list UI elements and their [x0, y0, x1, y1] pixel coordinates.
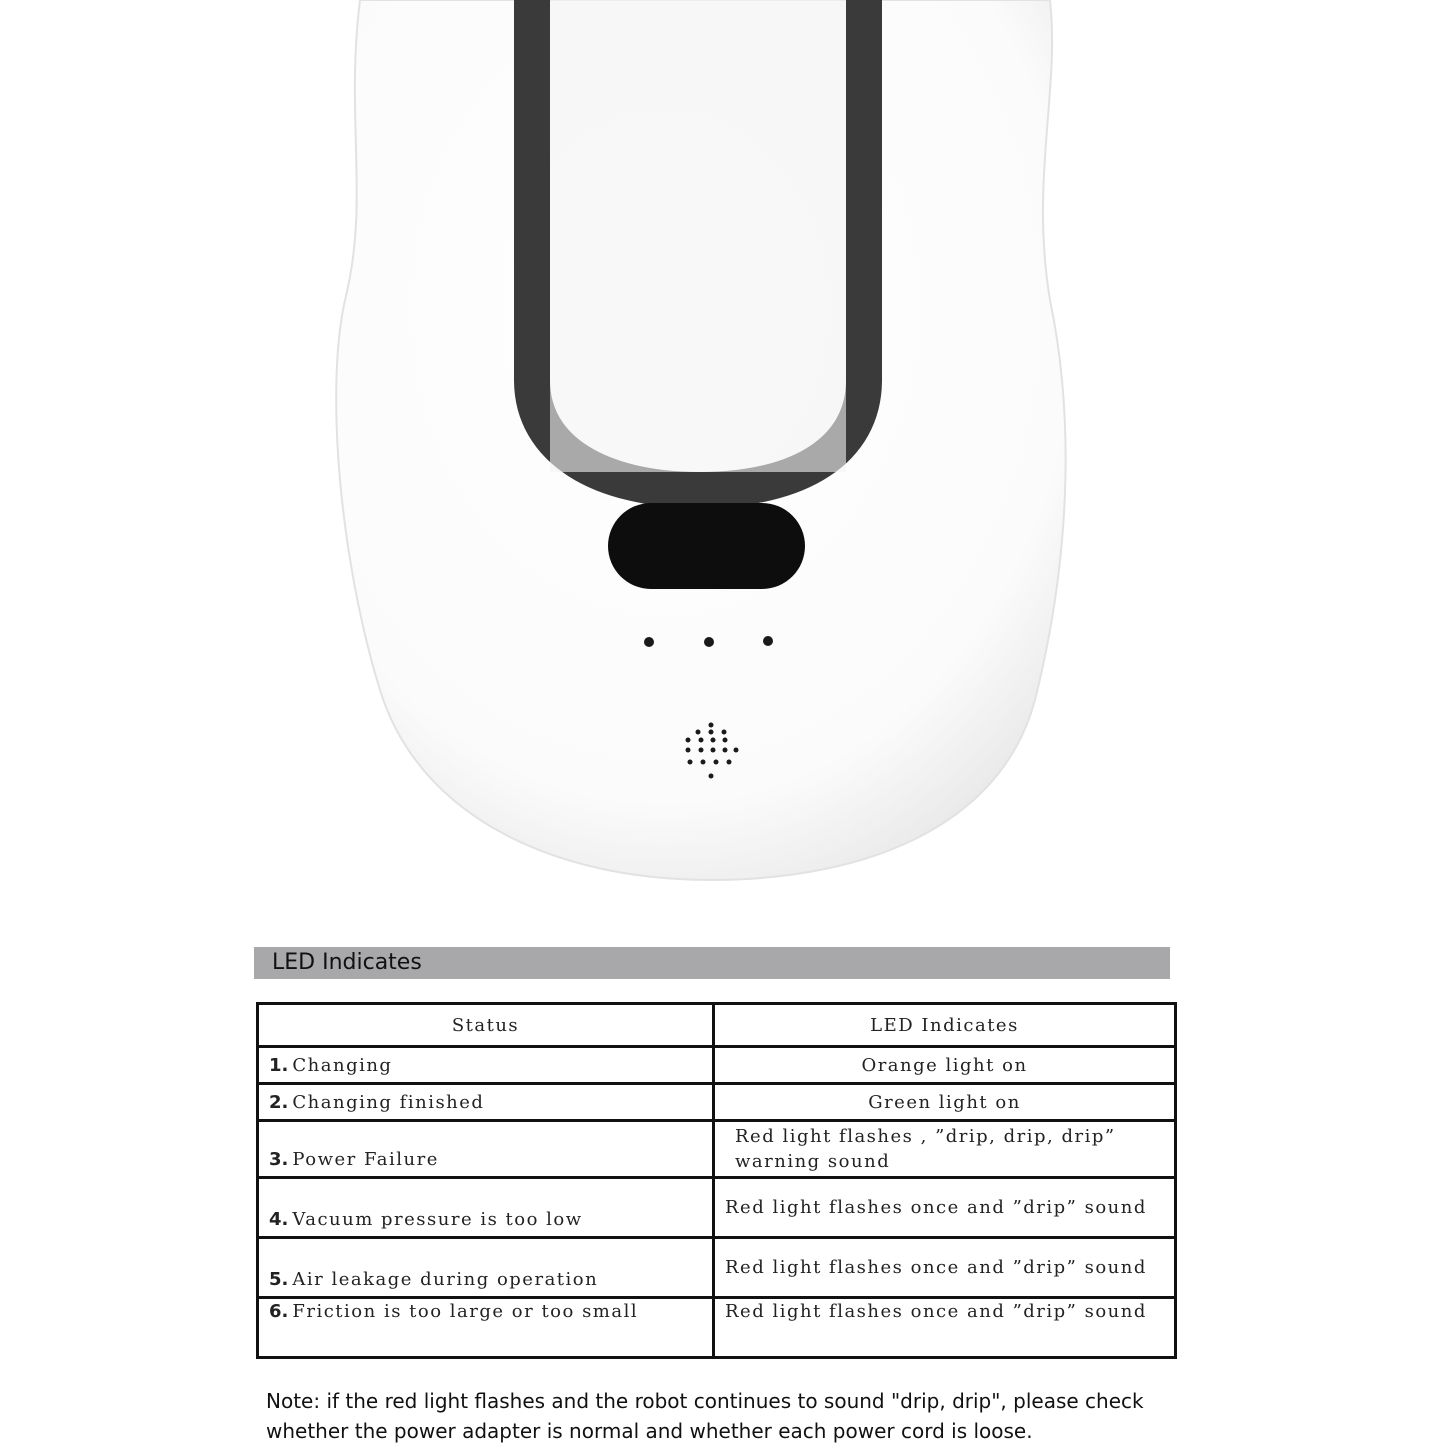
led-cell: Red light flashes , ”drip, drip, drip” warning sound — [714, 1121, 1176, 1178]
status-text: Changing finished — [292, 1091, 485, 1113]
column-header-status: Status — [258, 1004, 714, 1047]
indicator-light-3 — [763, 636, 773, 646]
table-header-row — [258, 1004, 1176, 1047]
table-row — [258, 1238, 1176, 1298]
status-cell — [258, 1178, 714, 1238]
status-text: Vacuum pressure is too low — [292, 1209, 583, 1230]
row-number: 3. — [269, 1149, 289, 1170]
table-row — [258, 1298, 1176, 1358]
indicator-light-1 — [644, 637, 654, 647]
column-header-led: LED Indicates — [714, 1004, 1176, 1047]
table-row — [258, 1084, 1176, 1121]
table-row — [258, 1121, 1176, 1178]
row-number: 4. — [269, 1209, 289, 1230]
status-text: Power Failure — [292, 1149, 439, 1170]
handle-inner-panel — [550, 0, 846, 472]
status-text: Friction is too large or too small — [292, 1301, 639, 1322]
led-cell: Red light flashes once and ”drip” sound — [714, 1178, 1176, 1238]
status-cell — [258, 1047, 714, 1084]
status-text: Air leakage during operation — [292, 1269, 599, 1290]
note-text: Note: if the red light flashes and the robot continues to sound "drip, drip", please check whether the power adapter is normal and whether each power cord is loose. — [266, 1389, 1144, 1443]
row-number: 6. — [269, 1301, 289, 1322]
row-number: 5. — [269, 1269, 289, 1290]
led-cell: Green light on — [714, 1084, 1176, 1121]
table-row — [258, 1178, 1176, 1238]
status-cell — [258, 1121, 714, 1178]
status-cell — [258, 1084, 714, 1121]
led-cell: Red light flashes once and ”drip” sound — [714, 1298, 1176, 1358]
table-row — [258, 1047, 1176, 1084]
row-number: 2. — [269, 1091, 289, 1113]
led-cell: Orange light on — [714, 1047, 1176, 1084]
section-title: LED Indicates — [254, 947, 1170, 979]
sensor-window — [608, 503, 805, 589]
status-text: Changing — [292, 1054, 393, 1076]
led-cell: Red light flashes once and ”drip” sound — [714, 1238, 1176, 1298]
row-number: 1. — [269, 1054, 289, 1076]
status-cell — [258, 1238, 714, 1298]
status-cell — [258, 1298, 714, 1358]
indicator-light-2 — [704, 637, 714, 647]
led-indicator-table — [256, 1002, 1177, 1359]
